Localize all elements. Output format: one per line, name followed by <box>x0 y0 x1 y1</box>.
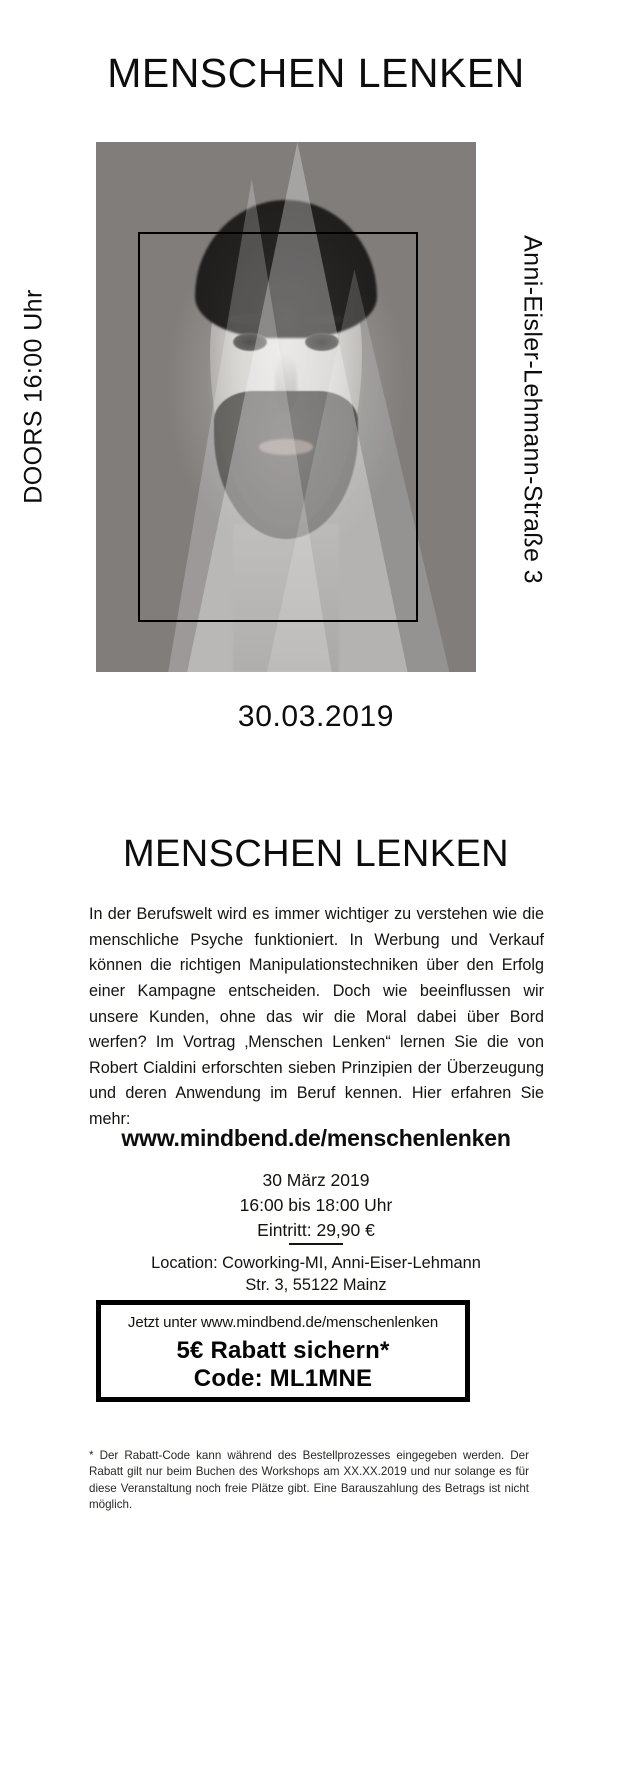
location-line-1: Location: Coworking-MI, Anni-Eiser-Lehmann <box>151 1254 481 1272</box>
event-detail-time: 16:00 bis 18:00 Uhr <box>239 1195 393 1215</box>
promo-discount-code: Code: ML1MNE <box>193 1365 373 1392</box>
poster-top-title: MENSCHEN LENKEN <box>107 50 525 96</box>
hero-image-block <box>96 142 476 672</box>
promo-discount-text: 5€ Rabatt sichern* <box>176 1337 390 1364</box>
hero-event-date: 30.03.2019 <box>237 700 395 733</box>
event-detail-price: Eintritt: 29,90 € <box>257 1220 375 1240</box>
discount-promo-box[interactable] <box>96 1300 470 1402</box>
promo-booking-url[interactable]: Jetzt unter www.mindbend.de/menschenlenken <box>127 1314 439 1331</box>
doors-time-vertical-label: DOORS 16:00 Uhr <box>19 289 48 504</box>
body-description-paragraph: In der Berufswelt wird es immer wichtiger zu verstehen wie die menschliche Psyche funktioniert. In Werbung und Verkauf können die richtigen Manipulationstechniken über den Erfolg einer Kampagne entscheiden. Doch wie beeinflussen wir unsere Kunden, ohne das wir die Moral dabei über Bord werfen? Im Vortrag ‚Menschen Lenken“ lernen Sie die von Robert Cialdini erforschten sieben Prinzipien der Überzeugung und deren Anwendung im Beruf kennen. Hier erfahren Sie mehr: <box>89 905 544 1128</box>
website-link[interactable]: www.mindbend.de/menschenlenken <box>121 1125 511 1151</box>
portrait-crop-frame <box>138 232 418 622</box>
discount-terms-footnote: * Der Rabatt-Code kann während des Bestellprozesses eingegeben werden. Der Rabatt gilt nur beim Buchen des Workshops am XX.XX.2019 und nur solange es für diese Veranstaltung noch freie Plätze gibt. Eine Barauszahlung des Betrags ist nicht möglich. <box>89 1448 529 1512</box>
venue-address-vertical-label: Anni-Eisler-Lehmann-Straße 3 <box>518 235 547 584</box>
event-location <box>0 1252 632 1296</box>
location-line-2: Str. 3, 55122 Mainz <box>245 1276 387 1294</box>
event-details <box>0 1168 632 1243</box>
event-detail-date: 30 März 2019 <box>262 1170 370 1190</box>
section-divider <box>289 1243 343 1245</box>
body-section-title: MENSCHEN LENKEN <box>122 833 510 875</box>
